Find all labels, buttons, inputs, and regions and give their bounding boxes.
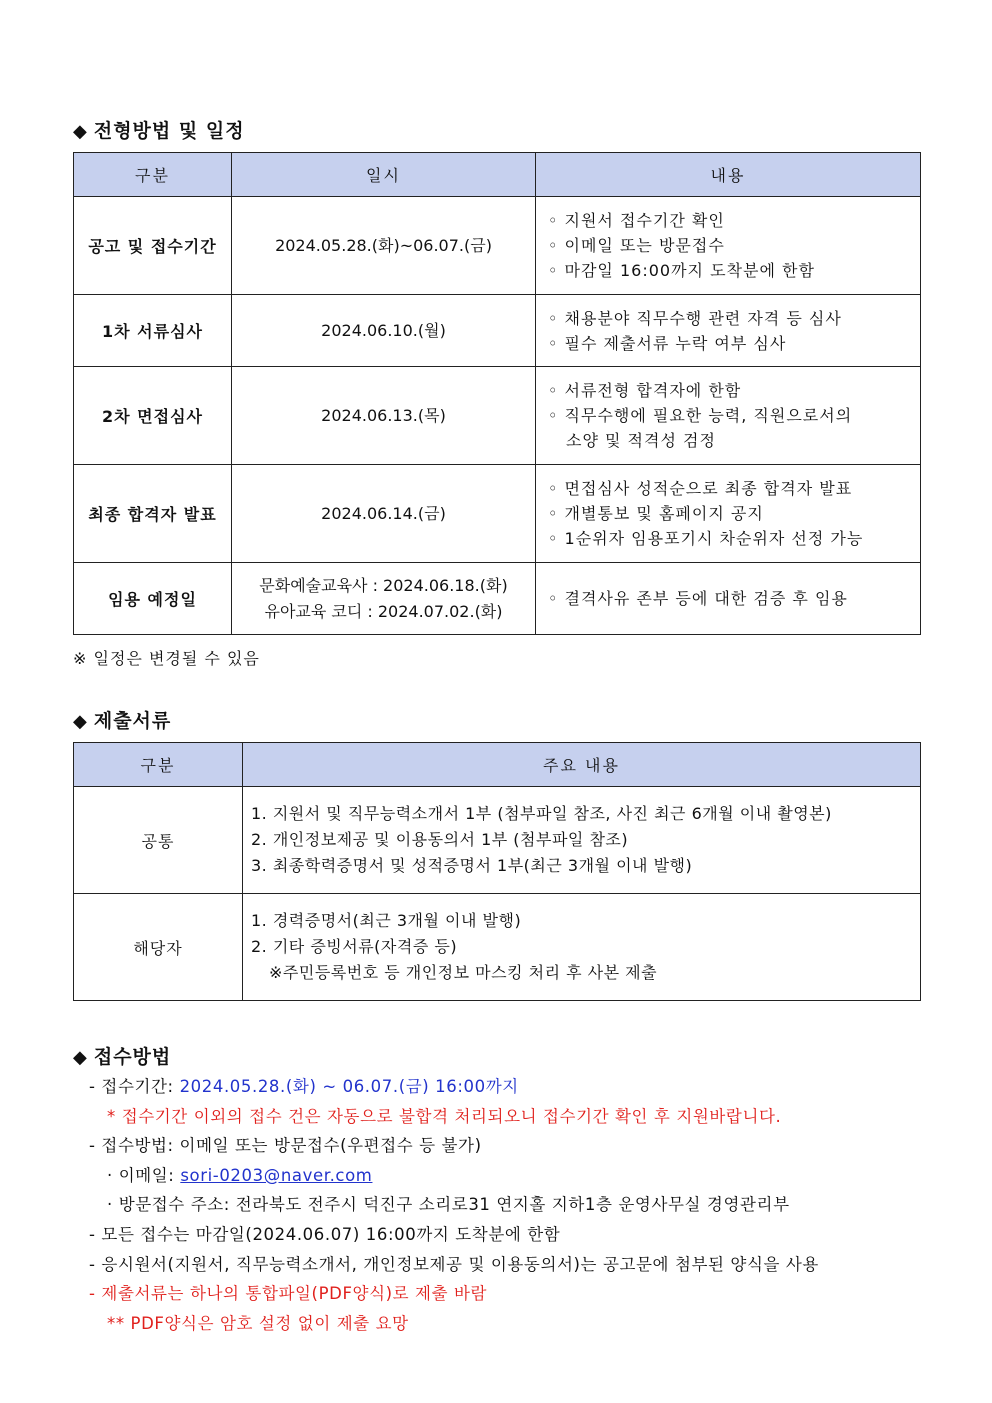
visit-address: · 방문접수 주소: 전라북도 전주시 덕진구 소리로31 연지홀 지하1층 운영사무실 경영관리부 (107, 1195, 790, 1215)
row-items (536, 465, 921, 563)
documents-table (73, 742, 921, 1001)
row-label: 1차 서류심사 (74, 295, 232, 367)
list-item: ◦ 채용분야 직무수행 관련 자격 등 심사 (548, 308, 842, 328)
row-label: 해당자 (74, 894, 243, 1001)
list-item: 2. 개인정보제공 및 이용동의서 1부 (첨부파일 참조) (251, 830, 629, 849)
list-item: ◦ 서류전형 합격자에 한함 (548, 381, 742, 400)
row-label: 공고 및 접수기간 (74, 197, 232, 295)
list-item: ◦ 필수 제출서류 누락 여부 심사 (548, 333, 787, 353)
row-date: 2024.06.14.(금) (232, 465, 536, 563)
row-items (536, 367, 921, 465)
table-row (74, 465, 921, 563)
forms-note: - 응시원서(지원서, 직무능력소개서, 개인정보제공 및 이용동의서)는 공고문에 첨부된 양식을 사용 (89, 1254, 819, 1274)
list-item: 3. 최종학력증명서 및 성적증명서 1부(최근 3개월 이내 발행) (251, 856, 693, 875)
reception-details (89, 1072, 819, 1338)
list-item: ◦ 1순위자 임용포기시 차순위자 선정 가능 (548, 529, 864, 548)
section-title-reception: ◆ 접수방법 (73, 1046, 172, 1068)
list-item: ◦ 결격사유 존부 등에 대한 검증 후 임용 (548, 589, 848, 608)
table-header-row (74, 743, 921, 787)
list-item: 소양 및 적격성 검정 (566, 431, 716, 450)
row-label: 최종 합격자 발표 (74, 465, 232, 563)
diamond-icon: ◆ (73, 1047, 88, 1068)
column-header: 내용 (536, 153, 921, 197)
row-label: 공통 (74, 787, 243, 894)
column-header: 구분 (74, 153, 232, 197)
row-items (243, 787, 921, 894)
list-item: ※주민등록번호 등 개인정보 마스킹 처리 후 사본 제출 (269, 963, 658, 982)
table-row (74, 563, 921, 635)
row-date: 2024.06.13.(목) (232, 367, 536, 465)
pdf-note: - 제출서류는 하나의 통합파일(PDF양식)로 제출 바람 (89, 1284, 488, 1304)
row-date: 문화예술교육사 : 2024.06.18.(화) 유아교육 코디 : 2024.07.02.(화) (232, 563, 536, 635)
column-header: 구분 (74, 743, 243, 787)
table-row (74, 367, 921, 465)
list-item: ◦ 이메일 또는 방문접수 (548, 236, 725, 255)
reception-period: - 접수기간: 2024.05.28.(화) ~ 06.07.(금) 16:00까지 (89, 1077, 519, 1096)
table-row (74, 787, 921, 894)
diamond-icon: ◆ (73, 711, 88, 732)
row-items (536, 197, 921, 295)
section-title-schedule: ◆ 전형방법 및 일정 (73, 120, 245, 142)
row-items (536, 295, 921, 367)
email-link[interactable]: sori-0203@naver.com (180, 1165, 373, 1185)
list-item: ◦ 면접심사 성적순으로 최종 합격자 발표 (548, 479, 853, 498)
list-item: ◦ 지원서 접수기간 확인 (548, 211, 725, 230)
table-row (74, 894, 921, 1001)
period-warning: * 접수기간 이외의 접수 건은 자동으로 불합격 처리되오니 접수기간 확인 후 지원바랍니다. (107, 1106, 782, 1126)
column-header: 주요 내용 (243, 743, 921, 787)
column-header: 일시 (232, 153, 536, 197)
table-row (74, 197, 921, 295)
reception-method: - 접수방법: 이메일 또는 방문접수(우편접수 등 불가) (89, 1136, 482, 1156)
row-date: 2024.05.28.(화)~06.07.(금) (232, 197, 536, 295)
row-label: 2차 면접심사 (74, 367, 232, 465)
schedule-table (73, 152, 921, 635)
table-row (74, 295, 921, 367)
row-items (536, 563, 921, 635)
list-item: 2. 기타 증빙서류(자격증 등) (251, 937, 458, 956)
list-item: ◦ 개별통보 및 홈페이지 공지 (548, 504, 764, 523)
list-item: ◦ 직무수행에 필요한 능력, 직원으로서의 (548, 406, 853, 425)
list-item: ◦ 마감일 16:00까지 도착분에 한함 (548, 261, 815, 280)
table-header-row (74, 153, 921, 197)
diamond-icon: ◆ (73, 121, 88, 142)
email-line: · 이메일: sori-0203@naver.com (107, 1165, 373, 1185)
deadline-note: - 모든 접수는 마감일(2024.06.07) 16:00까지 도착분에 한함 (89, 1224, 561, 1244)
list-item: 1. 경력증명서(최근 3개월 이내 발행) (251, 911, 522, 930)
pdf-password-note: ** PDF양식은 암호 설정 없이 제출 요망 (107, 1313, 409, 1333)
section-title-documents: ◆ 제출서류 (73, 710, 172, 732)
schedule-note: ※ 일정은 변경될 수 있음 (73, 649, 260, 668)
list-item: 1. 지원서 및 직무능력소개서 1부 (첨부파일 참조, 사진 최근 6개월 이내 촬영본) (251, 804, 832, 823)
row-date: 2024.06.10.(월) (232, 295, 536, 367)
row-label: 임용 예정일 (74, 563, 232, 635)
row-items (243, 894, 921, 1001)
